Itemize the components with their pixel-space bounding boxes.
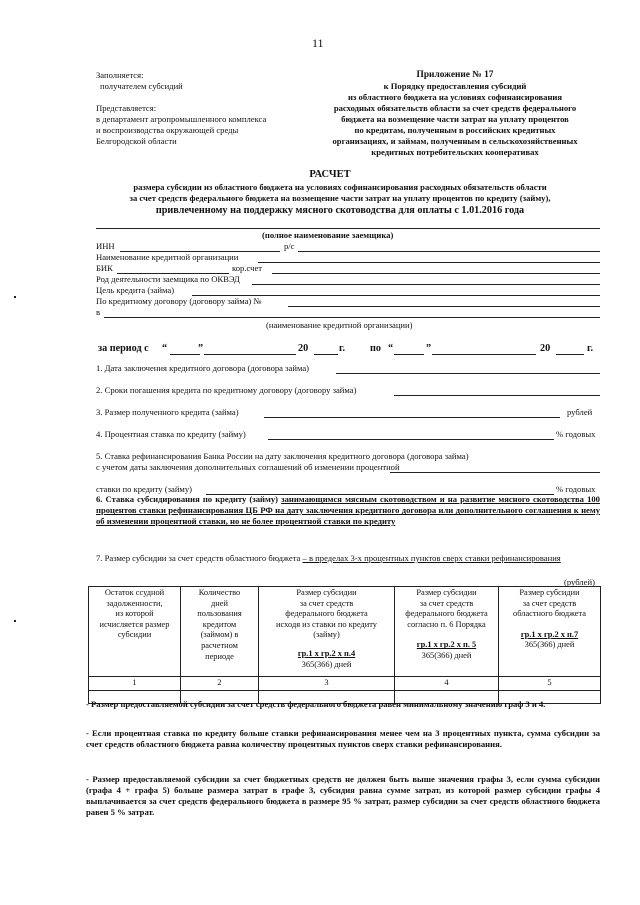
header-cell-2: Количество дней пользования кредитом (займом) в расчетном периоде <box>181 587 259 677</box>
period-day-from[interactable] <box>170 354 200 355</box>
kor-field[interactable] <box>272 273 600 274</box>
table-header-row <box>89 587 601 677</box>
period-g: г. <box>339 343 346 354</box>
bank-name-label: Наименование кредитной организации <box>96 252 239 262</box>
table-number-row <box>89 677 601 691</box>
item-7-lead: 7. Размер субсидии за счет средств областного бюджета <box>96 553 301 563</box>
scan-dot <box>14 620 16 622</box>
borrower-caption: (полное наименование заемщика) <box>262 230 394 240</box>
item-1-field[interactable] <box>336 373 600 374</box>
col-number: 1 <box>89 677 181 691</box>
appendix-title: Приложение № 17 <box>416 70 494 80</box>
appendix-line: к Порядку предоставления субсидий <box>383 81 527 91</box>
rs-label: р/с <box>284 241 295 251</box>
period-year-to[interactable] <box>556 354 584 355</box>
contract-field[interactable] <box>288 306 600 307</box>
scan-dot <box>14 296 16 298</box>
left-header <box>96 70 266 147</box>
appendix-line: расходных обязательств области за счет средств федерального <box>333 103 577 113</box>
submit-line: и воспроизводства окружающей среды <box>96 125 239 135</box>
item-7-text: – в пределах 3-х процентных пунктов сверх ставки рефинансирования <box>302 553 561 563</box>
contract-label: По кредитному договору (договору займа) № <box>96 296 262 306</box>
item-7 <box>96 553 600 564</box>
submit-label: Представляется: <box>96 103 157 113</box>
period-month-from[interactable] <box>204 354 296 355</box>
subtitle-line: размера субсидии из областного бюджета на условиях софинансирования расходных обязательств области <box>133 182 547 192</box>
subtitle-line: за счет средств федерального бюджета на возмещение части затрат на уплату процентов по кредиту (займу), <box>129 193 551 203</box>
formula-4: гр.1 х гр.2 х п. 5 <box>416 640 477 650</box>
col-number: 3 <box>259 677 395 691</box>
item-5-unit: % годовых <box>556 484 596 494</box>
item-4: 4. Процентная ставка по кредиту (займу) <box>96 429 246 439</box>
header-cell-3: Размер субсидии за счет средств федерального бюджета исходя из ставки по кредиту (займу) гр.1 х гр.2 х п.4 365(366) дней <box>259 587 395 677</box>
page-number: 11 <box>312 36 324 50</box>
item-1: 1. Дата заключения кредитного договора (договора займа) <box>96 363 310 373</box>
col-number: 5 <box>499 677 601 691</box>
appendix-line: бюджета на возмещение части затрат на уплату процентов <box>341 114 569 124</box>
item-5-line: ставки по кредиту (займу) <box>96 484 193 494</box>
item-3-unit: рублей <box>567 407 593 417</box>
item-2: 2. Сроки погашения кредита по кредитному договору (договору займа) <box>96 385 357 395</box>
submit-line: Белгородской области <box>96 136 177 146</box>
appendix-block <box>300 70 610 158</box>
period-quote: “ <box>162 343 168 354</box>
item-2-field[interactable] <box>394 395 600 396</box>
kor-label: кор.счет <box>232 263 263 273</box>
appendix-line: из областного бюджета на условиях софинансирования <box>347 92 563 102</box>
fill-value: получателем субсидий <box>100 81 183 91</box>
appendix-line: кредитных потребительских кооперативах <box>371 147 539 157</box>
formula-5: гр.1 х гр.2 х п.7 <box>520 629 579 639</box>
okved-field[interactable] <box>252 284 600 285</box>
formula-4-days: 365(366) дней <box>421 650 472 660</box>
bank-field[interactable] <box>104 317 600 318</box>
period-quote: ” <box>426 343 432 354</box>
formula-3-days: 365(366) дней <box>301 659 352 669</box>
header-cell-4: Размер субсидии за счет средств федерального бюджета согласно п. 6 Порядка гр.1 х гр.2 х п. 5 365(366) дней <box>395 587 499 677</box>
note-2: - Если процентная ставка по кредиту больше ставки рефинансирования менее чем на 3 процентных пункта, сумма субсидии за счет средств областного бюджета равна количеству процентных пунктов сверх ставки рефинансирования. <box>86 728 600 749</box>
formula-5-days: 365(366) дней <box>524 640 575 650</box>
item-4-unit: % годовых <box>556 429 596 439</box>
item-5-line: 5. Ставка рефинансирования Банка России на дату заключения кредитного договора (договора займа) <box>96 451 469 461</box>
item-3-field[interactable] <box>264 417 560 418</box>
fill-label: Заполняется: <box>96 70 144 80</box>
calc-subtitle <box>70 182 610 217</box>
item-4-field[interactable] <box>268 439 554 440</box>
note-1: - Размер предоставляемой субсидии за счет средств федерального бюджета равен минимальному значению граф‌ 3 и 4. <box>86 699 546 709</box>
period-from: за период с <box>98 343 149 354</box>
item-3: 3. Размер полученного кредита (займа) <box>96 407 239 417</box>
formula-3: гр.1 х гр.2 х п.4 <box>297 648 356 658</box>
submit-line: в департамент агропромышленного комплекса <box>96 114 267 124</box>
appendix-line: по кредитам, полученным в российских кредитных <box>354 125 556 135</box>
period-month-to[interactable] <box>432 354 536 355</box>
subsidy-table <box>88 586 601 704</box>
period-year: 20 <box>540 343 551 354</box>
rs-field[interactable] <box>298 251 600 252</box>
item-5-field-a[interactable] <box>390 472 600 473</box>
period-quote: ” <box>198 343 204 354</box>
appendix-line: организациях, и займам, полученным в сельскохозяйственных <box>332 136 578 146</box>
header-cell-1: Остаток ссудной задолженности, из которой исчисляется размер субсидии <box>89 587 181 677</box>
period-quote: “ <box>388 343 394 354</box>
period-year: 20 <box>298 343 309 354</box>
item-6-lead: 6. Ставка субсидирования по кредиту (займу) <box>96 494 279 504</box>
period-to: по <box>370 343 381 354</box>
rubles-label: (рублей) <box>564 577 595 587</box>
bank-name-field[interactable] <box>258 262 600 263</box>
in-label: в <box>96 307 101 317</box>
period-g: г. <box>587 343 594 354</box>
col-number: 4 <box>395 677 499 691</box>
item-6-text: занимающимся мясным скотоводством и на развитие мясного скотоводства 100 процентов ставки рефинансирования ЦБ РФ на дату заключения кредитного договора или дополнительного соглашения к нему об изменении процентной ставки, но не более процентной ставки по кредиту <box>96 494 600 526</box>
period-year-from[interactable] <box>314 354 338 355</box>
note-3: - Размер предоставляемой субсидии за счет бюджетных средств не должен быть выше значения графы 3, если сумма субсидии (графа 4 + графа 5) больше размера затрат в графе 3, субсидия равна сумме затрат, из которой размер субсидии графы 4 выплачивается за счет средств федерального бюджета в размере 95 % затрат, размер субсидии за счет средств областного бюджета равен 5 % затрат. <box>86 774 600 817</box>
goal-label: Цель кредита (займа) <box>96 285 175 295</box>
item-5-line: с учетом даты заключения дополнительных соглашений об изменении процентной <box>96 462 400 472</box>
okved-label: Род деятельности заемщика по ОКВЭД <box>96 274 240 284</box>
header-cell-5: Размер субсидии за счет средств областного бюджета гр.1 х гр.2 х п.7 365(366) дней <box>499 587 601 677</box>
item-6 <box>96 494 600 527</box>
inn-label: ИНН <box>96 241 115 251</box>
bank-caption: (наименование кредитной организации) <box>266 320 413 330</box>
calc-title: РАСЧЕТ <box>309 169 351 180</box>
borrower-name-line[interactable] <box>96 228 600 229</box>
subtitle-line: привлеченному на поддержку мясного скотоводства для оплаты с 1.01.2016 года <box>155 205 525 216</box>
bik-label: БИК <box>96 263 113 273</box>
period-day-to[interactable] <box>394 354 424 355</box>
col-number: 2 <box>181 677 259 691</box>
